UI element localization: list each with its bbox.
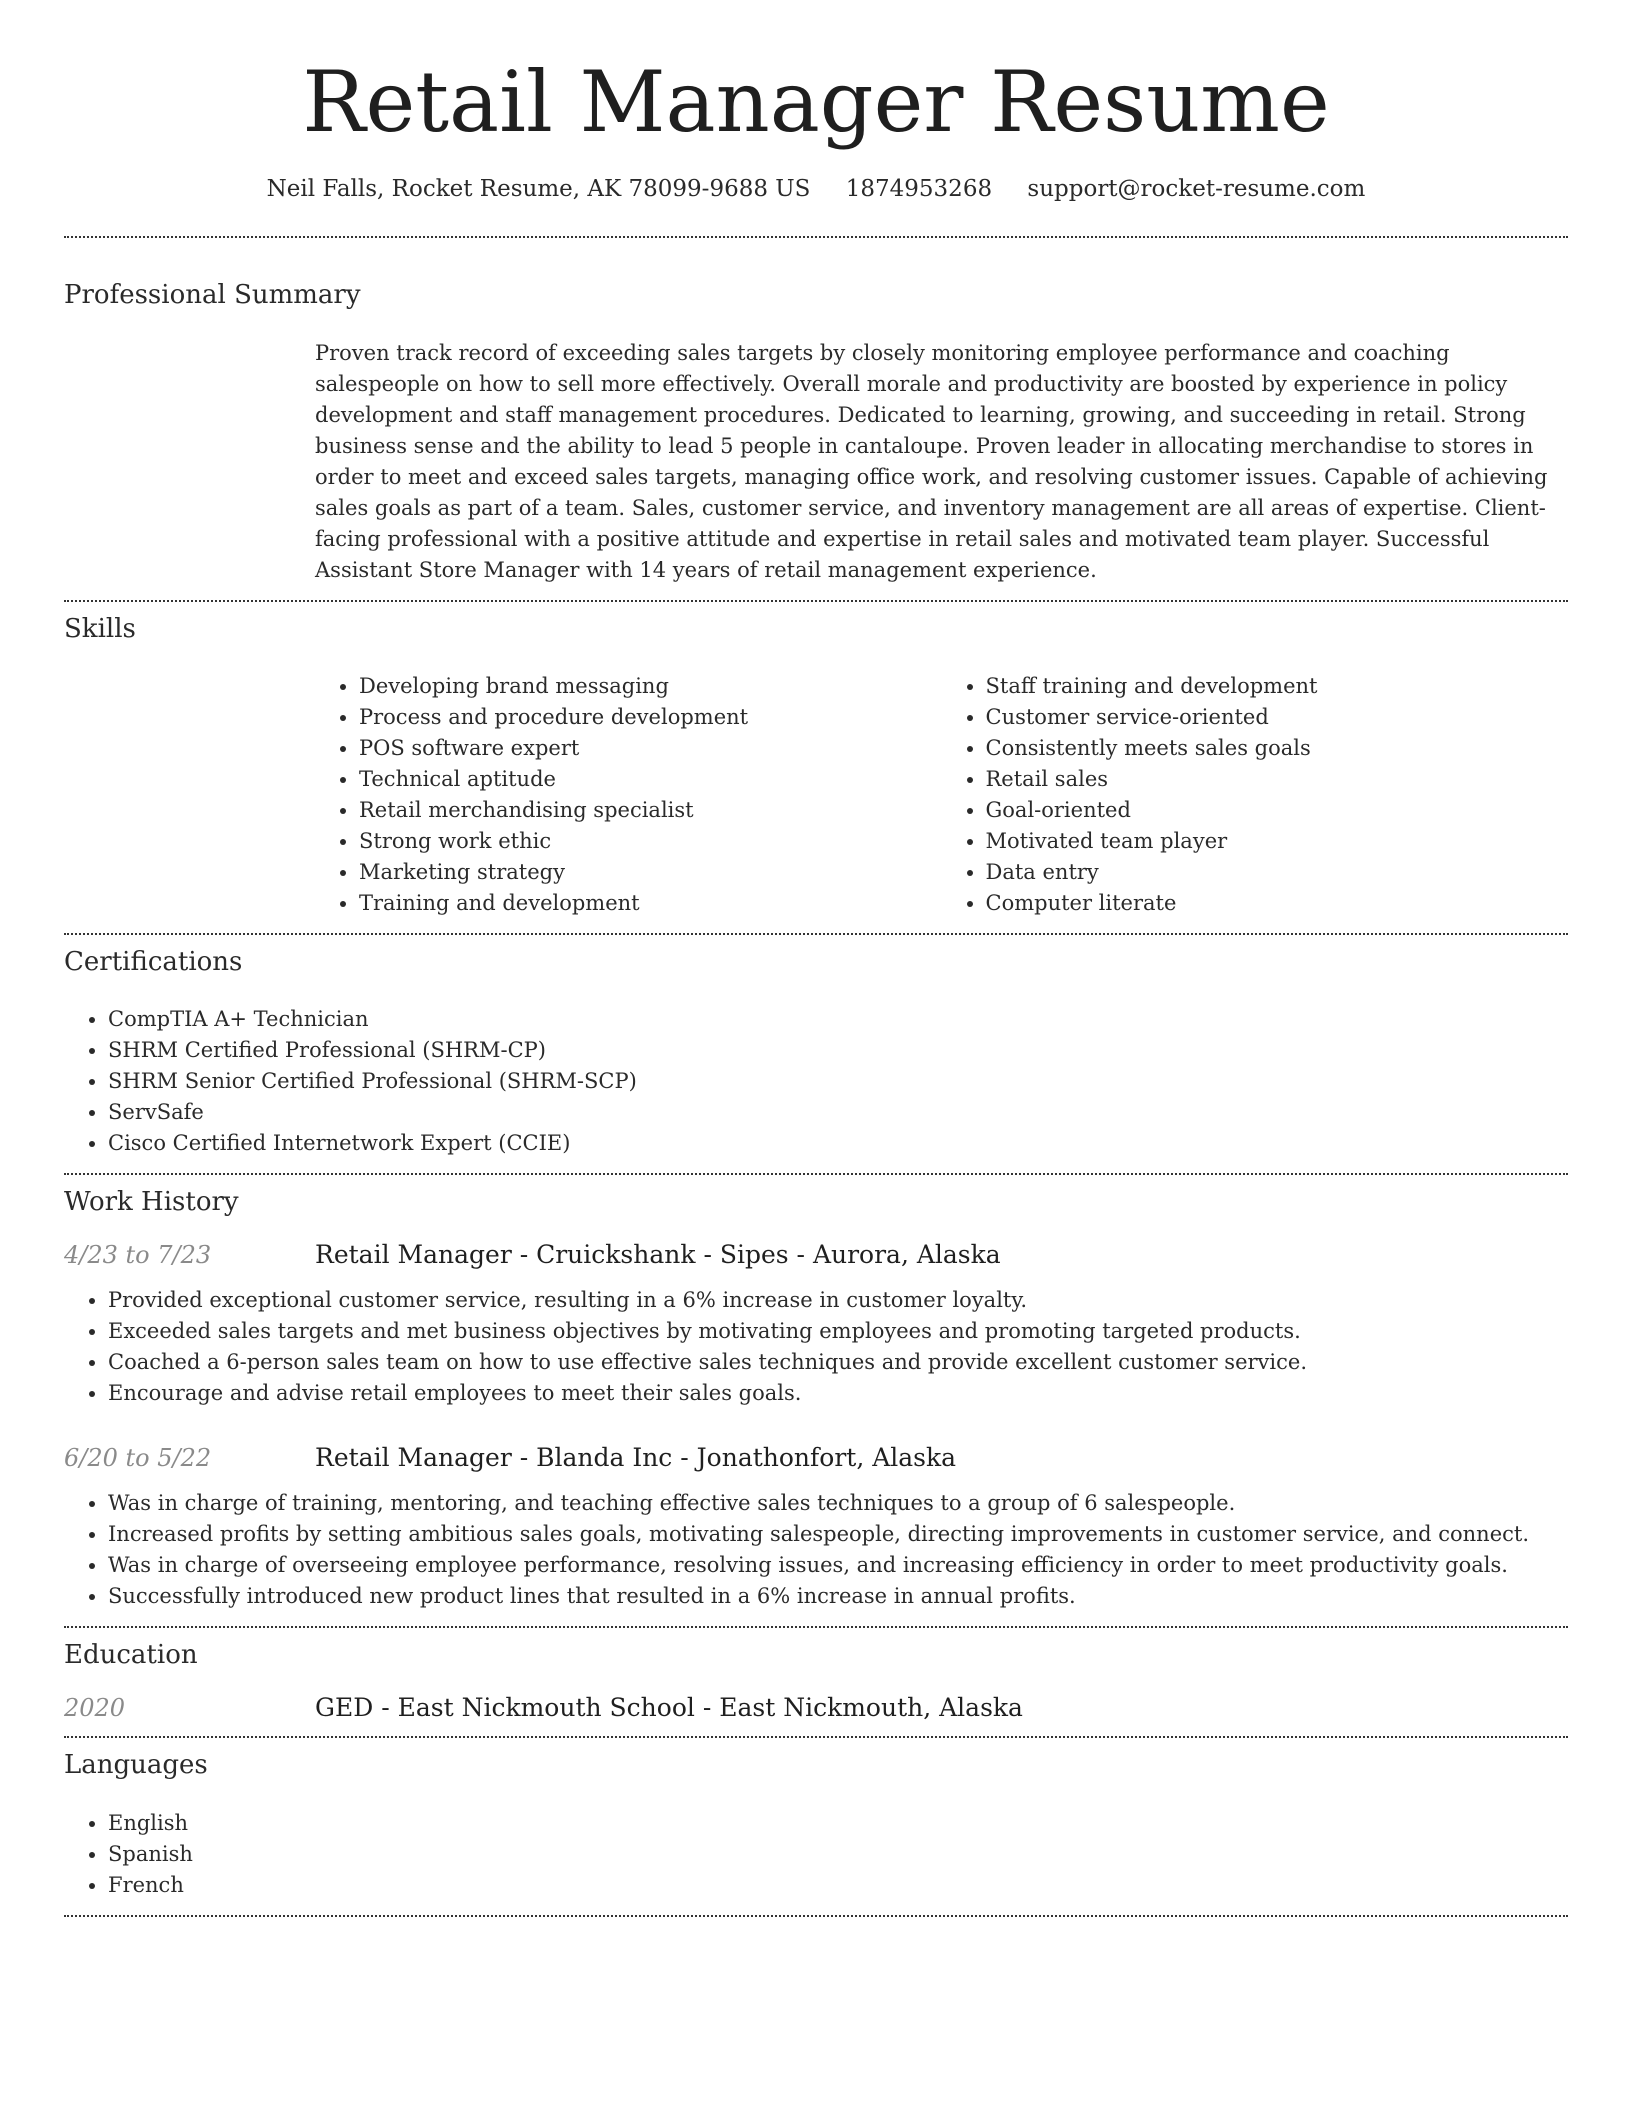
certifications-list (64, 1004, 1568, 1159)
certifications-section (64, 935, 1568, 1173)
languages-heading: Languages (64, 1750, 208, 1781)
list-item: • Technical aptitude (359, 764, 942, 795)
resume-title: Retail Manager Resume (302, 53, 1330, 151)
skills-list-right (942, 671, 1569, 919)
certifications-heading: Certifications (64, 946, 243, 977)
list-item: • Successfully introduced new product lines that resulted in a 6% increase in annual profits. (108, 1581, 1568, 1612)
list-item: • English (108, 1808, 1568, 1839)
list-item: • Staff training and development (986, 671, 1569, 702)
list-item: • French (108, 1870, 1568, 1901)
languages-list (64, 1808, 1568, 1901)
skills-section (64, 602, 1568, 933)
skills-list-left (315, 671, 942, 919)
job-header (64, 1240, 1568, 1269)
job-header (64, 1443, 1568, 1472)
work-history-heading: Work History (64, 1186, 239, 1217)
list-item: • Retail sales (986, 764, 1569, 795)
skills-heading: Skills (64, 613, 136, 644)
list-item: • Customer service-oriented (986, 702, 1569, 733)
contact-email[interactable]: support@rocket-resume.com (1027, 176, 1366, 203)
job-entry (64, 1240, 1568, 1409)
job-entry (64, 1443, 1568, 1612)
education-title: GED - East Nickmouth School - East Nickmouth, Alaska (315, 1693, 1023, 1723)
divider (64, 1915, 1568, 1917)
list-item: • Consistently meets sales goals (986, 733, 1569, 764)
list-item: • Coached a 6-person sales team on how to use effective sales techniques and provide excellent customer service. (108, 1347, 1568, 1378)
job-title: Retail Manager - Cruickshank - Sipes - Aurora, Alaska (315, 1240, 1001, 1270)
list-item: • Motivated team player (986, 826, 1569, 857)
languages-section (64, 1738, 1568, 1914)
list-item: • Marketing strategy (359, 857, 942, 888)
list-item: • Encourage and advise retail employees to meet their sales goals. (108, 1378, 1568, 1409)
list-item: • Exceeded sales targets and met business objectives by motivating employees and promoting targeted products. (108, 1316, 1568, 1347)
job-bullets (64, 1488, 1568, 1612)
education-section (64, 1628, 1568, 1736)
job-bullets (64, 1285, 1568, 1409)
education-year: 2020 (64, 1694, 126, 1723)
list-item: • Spanish (108, 1839, 1568, 1870)
list-item: • SHRM Senior Certified Professional (SHRM-SCP) (108, 1066, 1568, 1097)
list-item: • CompTIA A+ Technician (108, 1004, 1568, 1035)
list-item: • SHRM Certified Professional (SHRM-CP) (108, 1035, 1568, 1066)
contact-address: Neil Falls, Rocket Resume, AK 78099-9688 US (266, 176, 811, 203)
list-item: • Goal-oriented (986, 795, 1569, 826)
job-title: Retail Manager - Blanda Inc - Jonathonfort, Alaska (315, 1443, 957, 1473)
list-item: • Provided exceptional customer service, resulting in a 6% increase in customer loyalty. (108, 1285, 1568, 1316)
work-history-section (64, 1175, 1568, 1626)
list-item: • Training and development (359, 888, 942, 919)
list-item: • Increased profits by setting ambitious sales goals, motivating salespeople, directing improvements in customer service, and connect. (108, 1519, 1568, 1550)
list-item: • Was in charge of overseeing employee performance, resolving issues, and increasing efficiency in order to meet productivity goals. (108, 1550, 1568, 1581)
list-item: • ServSafe (108, 1097, 1568, 1128)
list-item: • Process and procedure development (359, 702, 942, 733)
resume-page (64, 0, 1568, 1917)
list-item: • Strong work ethic (359, 826, 942, 857)
contact-info (64, 176, 1568, 202)
summary-section (64, 238, 1568, 599)
list-item: • Cisco Certified Internetwork Expert (CCIE) (108, 1128, 1568, 1159)
job-dates: 6/20 to 5/22 (64, 1444, 212, 1473)
education-row (64, 1693, 1568, 1722)
list-item: • Developing brand messaging (359, 671, 942, 702)
education-heading: Education (64, 1640, 198, 1671)
list-item: • Retail merchandising specialist (359, 795, 942, 826)
list-item: • Data entry (986, 857, 1569, 888)
summary-heading: Professional Summary (64, 280, 361, 311)
list-item: • Computer literate (986, 888, 1569, 919)
education-entry (64, 1693, 1568, 1722)
list-item: • Was in charge of training, mentoring, and teaching effective sales techniques to a group of 6 salespeople. (108, 1488, 1568, 1519)
contact-phone: 1874953268 (845, 176, 993, 203)
skills-grid (315, 671, 1568, 919)
list-item: • POS software expert (359, 733, 942, 764)
job-dates: 4/23 to 7/23 (64, 1241, 212, 1270)
summary-text: Proven track record of exceeding sales targets by closely monitoring employee performance and coaching salespeople on how to sell more effectively. Overall morale and productivity are boosted by experience in policy development and staff management procedures. Dedicated to learning, growing, and succeeding in retail. Strong business sense and the ability to lead 5 people in cantaloupe. Proven leader in allocating merchandise to stores in order to meet and exceed sales targets, managing office work, and resolving customer issues. Capable of achieving sales goals as part of a team. Sales, customer service, and inventory management are all areas of expertise. Client-facing professional with a positive attitude and expertise in retail sales and motivated team player. Successful Assistant Store Manager with 14 years of retail management experience. (315, 340, 1548, 582)
